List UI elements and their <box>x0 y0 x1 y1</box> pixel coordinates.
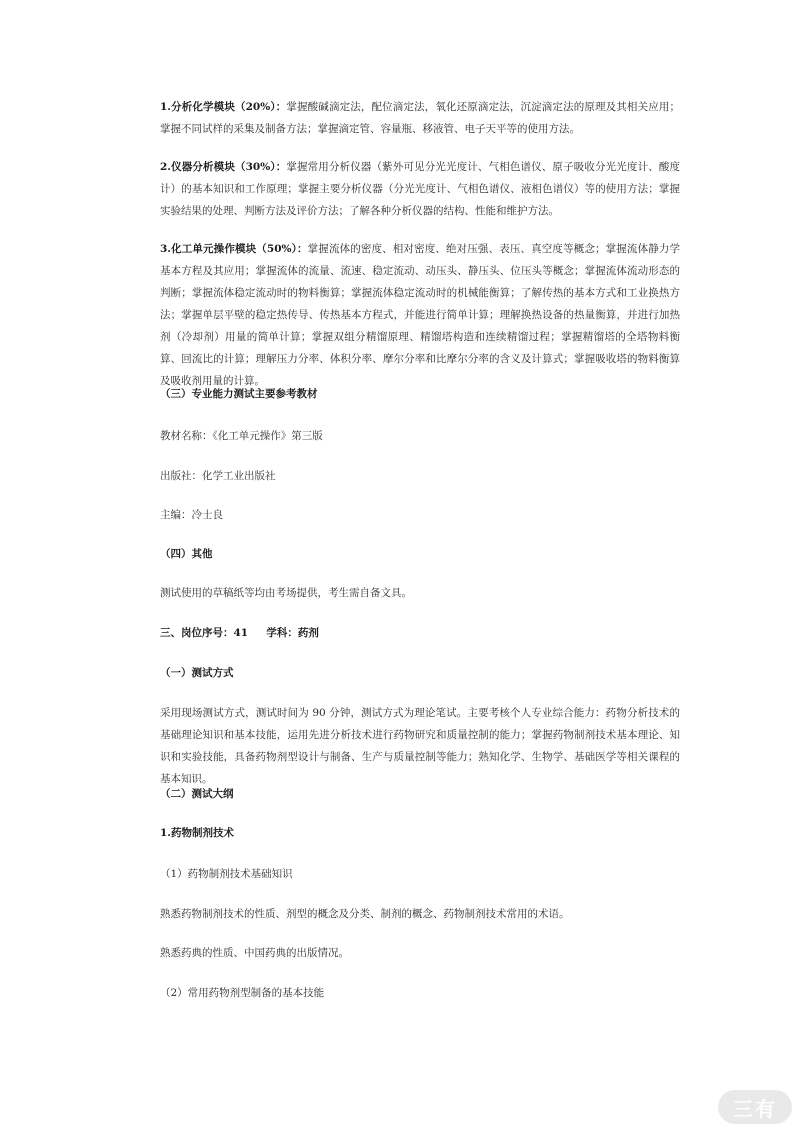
other-heading: （四）其他 <box>160 548 213 560</box>
textbook-heading: （三）专业能力测试主要参考教材 <box>160 388 318 400</box>
instrument-module-body: 掌握常用分析仪器（紫外可见分光光度计、气相色谱仪、原子吸收分光光度计、酸度计）的基本知识和工作原理；掌握主要分析仪器（分光光度计、气相色谱仪、液相色谱仪）等的使用方法；掌握实验结果的处理、判断方法及评价方法；了解各种分析仪器的结构、性能和维护方法。 <box>160 161 680 217</box>
method-heading: （一）测试方式 <box>160 667 234 679</box>
publisher: 出版社：化学工业出版社 <box>160 470 276 482</box>
pharma-heading: 1.药物制剂技术 <box>160 827 234 839</box>
sub1-body2: 熟悉药典的性质、中国药典的出版情况。 <box>160 947 349 959</box>
instrument-module-paragraph <box>160 156 680 222</box>
watermark-logo: 三有 <box>718 1090 792 1124</box>
chem-unit-module-body: 掌握流体的密度、相对密度、绝对压强、表压、真空度等概念；掌握流体静力学基本方程及其应用；掌握流体的流量、流速、稳定流动、动压头、静压头、位压头等概念；掌握流体流动形态的判断；掌握流体稳定流动时的物料衡算；掌握流体稳定流动时的机械能衡算；了解传热的基本方式和工业换热方法；掌握单层平壁的稳定热传导、传热基本方程式，并能进行简单计算；理解换热设备的热量衡算，并进行加热剂（冷却剂）用量的简单计算；掌握双组分精馏原理、精馏塔构造和连续精馏过程；掌握精馏塔的全塔物料衡算、回流比的计算；理解压力分率、体积分率、摩尔分率和比摩尔分率的含义及计算式；掌握吸收塔的物料衡算及吸收剂用量的计算。 <box>160 243 680 387</box>
textbook-name: 教材名称：《化工单元操作》第三版 <box>160 430 323 442</box>
post-heading: 三、岗位序号：41 学科：药剂 <box>160 627 319 639</box>
editor: 主编：冷士良 <box>160 509 223 521</box>
chem-unit-module-paragraph <box>160 238 680 392</box>
outline-heading: （二）测试大纲 <box>160 788 234 800</box>
other-body: 测试使用的草稿纸等均由考场提供，考生需自备文具。 <box>160 587 412 599</box>
sub1-heading: （1）药物制剂技术基础知识 <box>160 868 293 880</box>
analysis-module-paragraph <box>160 96 680 140</box>
sub1-body1: 熟悉药物制剂技术的性质、剂型的概念及分类、制剂的概念、药物制剂技术常用的术语。 <box>160 908 570 920</box>
method-body: 采用现场测试方式，测试时间为 90 分钟，测试方式为理论笔试。主要考核个人专业综合能力：药物分析技术的基础理论知识和基本技能，运用先进分析技术进行药物研究和质量控制的能力；掌握药物制剂技术基本理论、知识和实验技能，具备药物剂型设计与制备、生产与质量控制等能力；熟知化学、生物学、基础医学等相关课程的基本知识。 <box>160 707 680 785</box>
instrument-module-heading: 2.仪器分析模块（30%）： <box>160 161 287 173</box>
chem-unit-module-heading: 3.化工单元操作模块（50%）： <box>160 243 308 255</box>
analysis-module-body: 掌握酸碱滴定法，配位滴定法，氧化还原滴定法，沉淀滴定法的原理及其相关应用；掌握不同试样的采集及制备方法；掌握滴定管、容量瓶、移液管、电子天平等的使用方法。 <box>160 101 680 135</box>
analysis-module-heading: 1.分析化学模块（20%）： <box>160 101 287 113</box>
sub2-heading: （2）常用药物剂型制备的基本技能 <box>160 987 325 999</box>
